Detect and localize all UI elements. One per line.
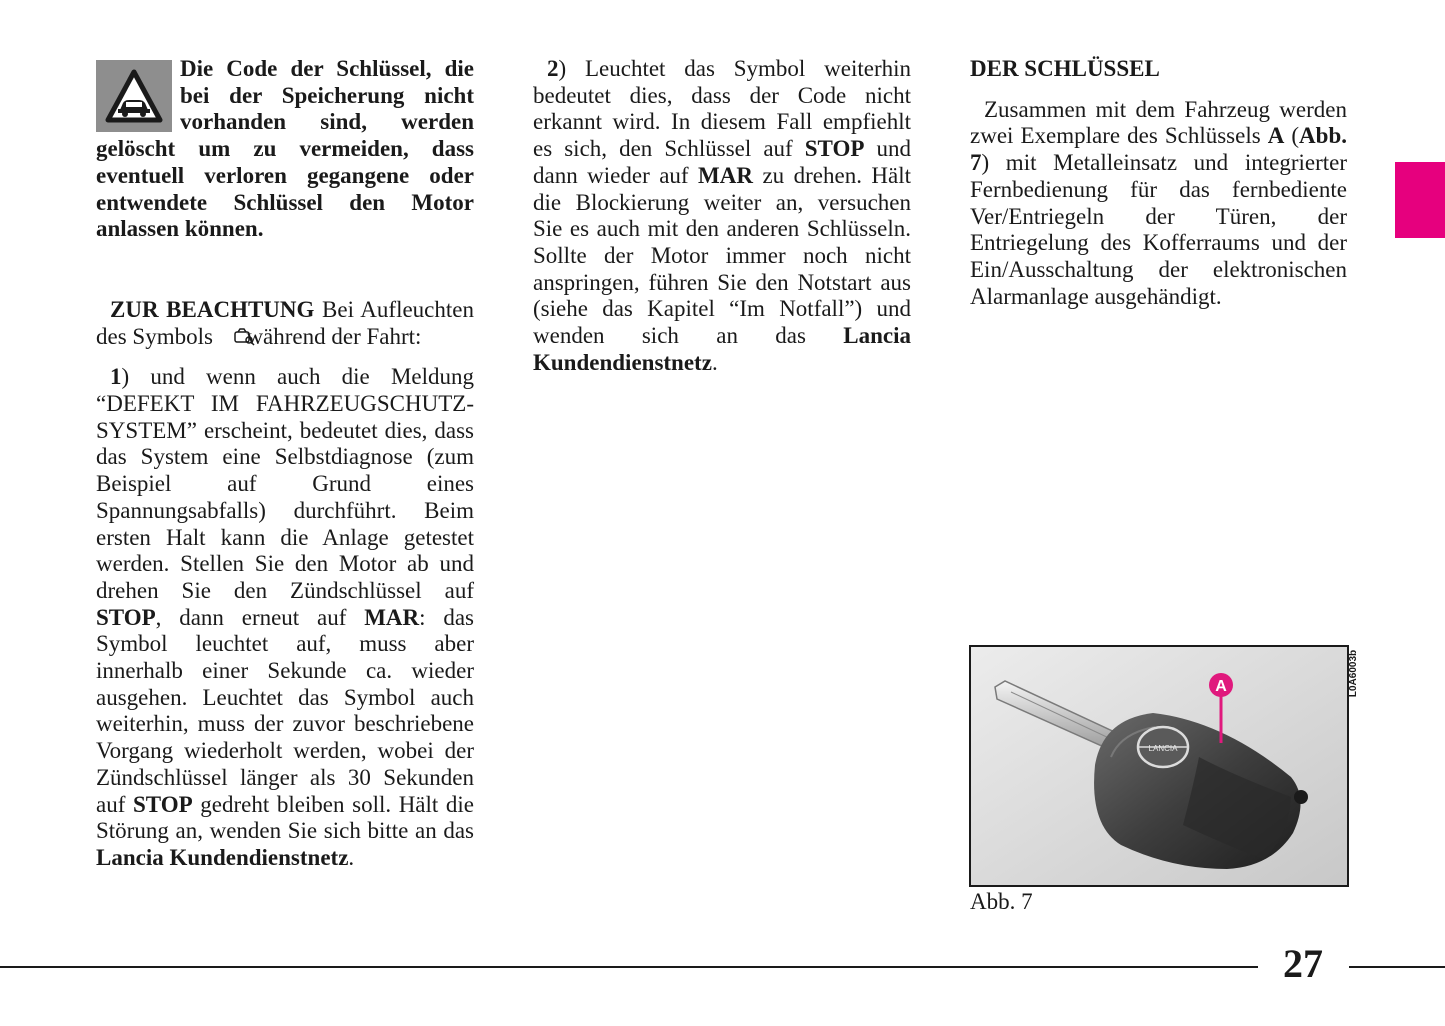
footer-rule-right — [1349, 966, 1445, 968]
note-text-end: während der Fahrt: — [240, 323, 422, 349]
column-left — [96, 56, 474, 872]
paragraph-2 — [533, 56, 911, 376]
warning-note — [96, 56, 474, 243]
stop-term: STOP — [132, 791, 193, 817]
note-text: Bei Aufleuchten des Symbols — [96, 296, 474, 349]
figure-code-text: L0A6003b — [1348, 649, 1360, 698]
service-network: Lancia Kundendienstnetz — [96, 844, 349, 870]
stop-term: STOP — [96, 604, 156, 630]
text-run: ) mit Metalleinsatz und integrierter Fernbedienung für das fernbediente Ver/Entriegeln der Türen, der Entriegelung des Kofferraums und der Ein/Ausschaltung der elektronischen Alarmanlage ausgehändigt. — [970, 150, 1347, 309]
footer-rule-left — [0, 966, 1258, 968]
service-network: Lancia Kundendienstnetz — [533, 323, 911, 375]
text-run: : das Symbol leuchtet auf, muss aber innerhalb einer Sekunde ca. wieder ausgehen. Leuchtet das Symbol auch weiterhin, muss der zuvor beschriebene Vorgang wiederholt werden, wobei der Zündschlüssel länger als 30 Sekunden auf — [96, 604, 474, 817]
mar-term: MAR — [364, 604, 420, 630]
text-run: , dann erneut auf — [155, 604, 365, 630]
item-number: 2 — [547, 56, 559, 81]
page-number: 27 — [1283, 941, 1323, 986]
text-run: Zusammen mit dem Fahrzeug werden zwei Exemplare des Schlüssels — [970, 96, 1347, 149]
text-run: ) und wenn auch die Meldung “DEFEKT IM FAHRZEUGSCHUTZ-SYSTEM” erscheint, bedeutet dies, dass das System eine Selbstdiagnose (zum Beispiel auf Grund eines Spannungsabfalls) durchführt. Beim ersten Halt kann die Anlage getestet werden. Stellen Sie den Motor ab und drehen Sie den Zündschlüssel auf — [96, 364, 474, 603]
warning-text: Die Code der Schlüssel, die bei der Speicherung nicht vorhanden sind, werden gelöscht um zu vermeiden, dass eventuell verloren gegangene oder entwendete Schlüssel den Motor anlassen können. — [96, 56, 474, 242]
figure-caption: Abb. 7 — [970, 889, 1033, 914]
key-paragraph — [970, 97, 1347, 311]
text-run: zu drehen. Hält die Blockierung weiter an, versuchen Sie es auch mit den anderen Schlüsseln. Sollte der Motor immer noch nicht anspringen, führen Sie den Notstart aus (siehe das Kapitel “Im Notfall”) und wenden sich an das — [533, 162, 912, 349]
text-run: ( — [1284, 123, 1300, 149]
warning-car-icon — [96, 60, 172, 132]
item-number: 1 — [110, 364, 122, 390]
figure-code — [1349, 648, 1363, 700]
paragraph-1 — [96, 364, 474, 871]
figure-ref: Abb. 7 — [970, 123, 1347, 176]
column-middle — [533, 56, 911, 376]
key-label: A — [1267, 123, 1285, 149]
text-run: ) Leuchtet das Symbol weiterhin bedeutet dies, dass der Code nicht erkannt wird. In diesem Fall empfiehlt es sich, den Schlüssel auf — [533, 56, 911, 162]
column-right — [970, 56, 1347, 310]
text-run: und dann wieder auf — [533, 136, 911, 188]
immobilizer-key-icon — [219, 326, 241, 344]
callout-label: A — [1215, 678, 1227, 695]
text-run: gedreht bleiben soll. Hält die Störung an, wenden Sie sich bitte an das — [96, 791, 475, 844]
section-heading: DER SCHLÜSSEL — [970, 56, 1160, 81]
note-label: ZUR BEACHTUNG — [110, 296, 315, 322]
text-run: . — [711, 349, 718, 375]
text-run: . — [348, 844, 355, 870]
note-paragraph — [96, 297, 474, 350]
logo-text: LANCIA — [1148, 744, 1178, 753]
stop-term: STOP — [804, 136, 865, 162]
mar-term: MAR — [698, 162, 753, 188]
key-figure — [969, 645, 1349, 887]
key-illustration — [971, 647, 1347, 885]
section-tab-marker — [1395, 162, 1445, 238]
